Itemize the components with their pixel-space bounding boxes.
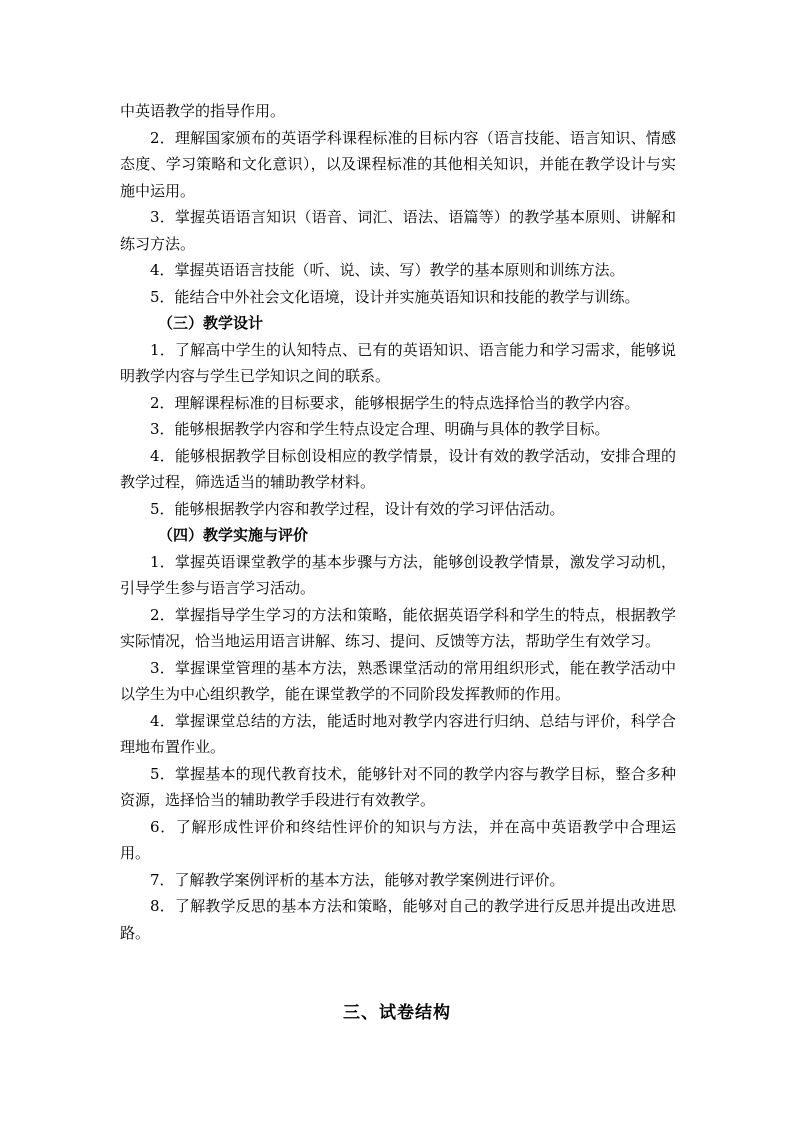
paragraph: 2．理解国家颁布的英语学科课程标准的目标内容（语言技能、语言知识、情感态度、学习策略和文化意识），以及课程标准的其他相关知识，并能在教学设计与实施中运用。 (120, 128, 676, 200)
paragraph: 4．掌握英语语言技能（听、说、读、写）教学的基本原则和训练方法。 (150, 261, 625, 279)
paragraph: 2．理解课程标准的目标要求，能够根据学生的特点选择恰当的教学内容。 (150, 393, 640, 412)
paragraph: 4．能够根据教学目标创设相应的教学情景，设计有效的教学活动，安排合理的教学过程，筛选适当的辅助教学材料。 (120, 446, 676, 491)
section-heading: （三）教学设计 (158, 314, 264, 332)
paragraph: 5．能够根据教学内容和教学过程，设计有效的学习评估活动。 (150, 499, 565, 518)
paragraph: 1．了解高中学生的认知特点、已有的英语知识、语言能力和学习需求，能够说明教学内容与学生已学知识之间的联系。 (120, 340, 676, 385)
chapter-heading: 三、试卷结构 (343, 1003, 451, 1023)
paragraph: 3．掌握课堂管理的基本方法，熟悉课堂活动的常用组织形式，能在教学活动中以学生为中心组织教学，能在课堂教学的不同阶段发挥教师的作用。 (120, 658, 676, 703)
paragraph: 5．能结合中外社会文化语境，设计并实施英语知识和技能的教学与训练。 (150, 287, 640, 306)
paragraph: 7．了解教学案例评析的基本方法，能够对教学案例进行评价。 (150, 870, 565, 889)
paragraph: 3．能够根据教学内容和学生特点设定合理、明确与具体的教学目标。 (150, 420, 610, 438)
document-body (120, 98, 676, 946)
section-heading: （四）教学实施与评价 (158, 526, 309, 544)
paragraph: 2．掌握指导学生学习的方法和策略，能依据英语学科和学生的特点，根据教学实际情况，恰当地运用语言讲解、练习、提问、反馈等方法，帮助学生有效学习。 (120, 605, 676, 650)
paragraph: 4．掌握课堂总结的方法，能适时地对教学内容进行归纳、总结与评价，科学合理地布置作业。 (120, 711, 676, 756)
paragraph: 3．掌握英语语言知识（语音、词汇、语法、语篇等）的教学基本原则、讲解和练习方法。 (120, 208, 676, 253)
paragraph: 5．掌握基本的现代教育技术，能够针对不同的教学内容与教学目标，整合多种资源，选择恰当的辅助教学手段进行有效教学。 (120, 764, 676, 809)
paragraph: 中英语教学的指导作用。 (120, 102, 286, 120)
paragraph: 8．了解教学反思的基本方法和策略，能够对自己的教学进行反思并提出改进思路。 (120, 897, 676, 942)
paragraph: 1．掌握英语课堂教学的基本步骤与方法，能够创设教学情景，激发学习动机，引导学生参与语言学习活动。 (120, 552, 676, 597)
paragraph: 6．了解形成性评价和终结性评价的知识与方法，并在高中英语教学中合理运用。 (120, 817, 676, 862)
